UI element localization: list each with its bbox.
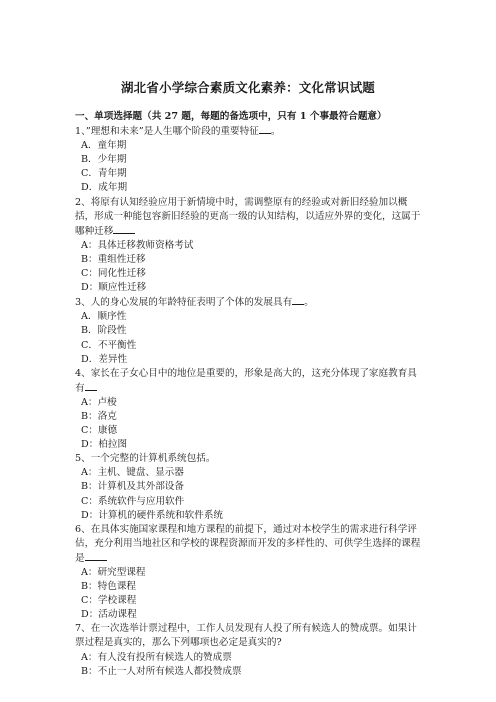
- question-3: [75, 295, 425, 310]
- question-stem: 3、人的身心发展的年龄特征表明了个体的发展具有: [75, 297, 293, 309]
- question-2: [75, 196, 425, 239]
- question-stem: 1、”理想和未来”是人生哪个阶段的重要特征: [75, 126, 259, 138]
- document-title: 湖北省小学综合素质文化素养：文化常识试题: [120, 80, 375, 95]
- option: A：研究型课程: [81, 567, 146, 578]
- question-6: [75, 523, 425, 566]
- option: C：康德: [81, 425, 118, 437]
- option: D．差异性: [81, 353, 128, 365]
- option: C：同化性迁移: [81, 268, 146, 280]
- question-stem-end: 。: [270, 126, 281, 138]
- option: A：有人没有投所有候选人的赞成票: [81, 651, 232, 663]
- option: B．少年期: [81, 154, 127, 166]
- question-stem: 5、一个完整的计算机系统包括。: [75, 453, 216, 465]
- question-stem-end: 。: [304, 297, 314, 309]
- answer-blank: [113, 224, 135, 234]
- question-7: [75, 622, 425, 650]
- question-stem: 7、在一次选举计票过程中，工作人员发现有人投了所有候选人的赞成票。如果计票过程是真实的，那么下列哪项也必定是真实的?: [75, 623, 417, 649]
- question-5: [75, 452, 425, 466]
- document-body: [75, 110, 425, 679]
- option: B．阶段性: [81, 325, 127, 337]
- option: C：系统软件与应用软件: [81, 495, 185, 507]
- option: C．不平衡性: [81, 339, 137, 351]
- question-stem: 6、在具体实施国家课程和地方课程的前提下，通过对本校学生的需求进行科学评估，充分利用当地社区和学校的课程资源而开发的多样性的、可供学生选择的课程是: [75, 523, 421, 564]
- option: D．成年期: [81, 182, 128, 194]
- option: C：学校课程: [81, 595, 137, 607]
- option: B：重组性迁移: [81, 253, 146, 265]
- section-heading: 一、单项选择题（共 27 题，每题的备选项中，只有 1 个事最符合题意）: [75, 111, 387, 122]
- answer-blank: [259, 124, 271, 134]
- answer-blank: [85, 381, 97, 391]
- question-stem: 4、家长在子女心目中的地位是重要的，形象是高大的，这充分体现了家庭教育具有: [75, 367, 417, 394]
- answer-blank: [85, 551, 107, 561]
- option: C．青年期: [81, 168, 127, 180]
- option: D：活动课程: [81, 609, 137, 621]
- question-1: [75, 124, 425, 139]
- question-4: [75, 367, 425, 396]
- option: D：柏拉图: [81, 439, 128, 451]
- option: A．童年期: [81, 140, 127, 152]
- option: B：特色课程: [81, 581, 137, 593]
- option: B：计算机及其外部设备: [81, 481, 184, 493]
- option: A：卢梭: [81, 396, 117, 408]
- option: A．顺序性: [81, 311, 127, 323]
- question-stem: 2、将原有认知经验应用于新情境中时，需调整原有的经验或对新旧经验加以概括，形成一种能包容新旧经验的更高一级的认知结构，以适应外界的变化，这属于哪种迁移: [75, 196, 421, 237]
- answer-blank: [292, 295, 304, 305]
- option: A：具体迁移教师资格考试: [81, 239, 194, 251]
- option: B：不止一人对所有候选人都投赞成票: [81, 665, 242, 677]
- option: A：主机、键盘、显示器: [81, 467, 184, 479]
- option: D：顺应性迁移: [81, 282, 147, 294]
- option: B：洛克: [81, 410, 117, 422]
- option: D：计算机的硬件系统和软件系统: [81, 509, 224, 521]
